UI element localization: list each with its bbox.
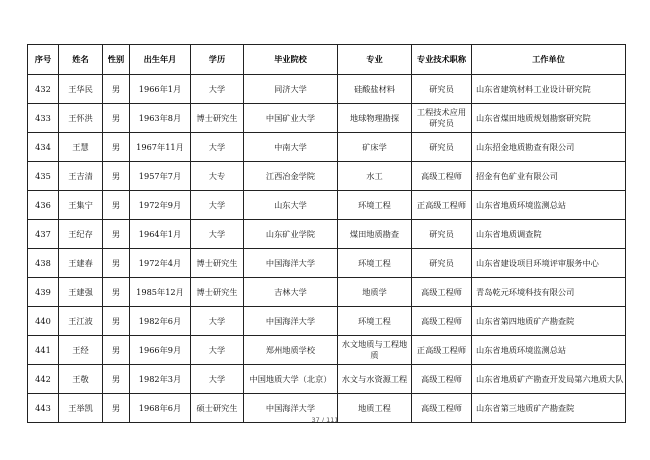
cell-gender: 男 [103,220,130,249]
cell-title: 正高级工程师 [412,191,472,220]
cell-major: 水文地质与工程地质 [338,336,412,365]
cell-name: 王江波 [59,307,103,336]
cell-school: 山东大学 [244,191,338,220]
cell-school: 中国矿业大学 [244,104,338,133]
personnel-table [27,44,626,423]
cell-major: 煤田地质勘查 [338,220,412,249]
cell-gender: 男 [103,162,130,191]
cell-index: 436 [28,191,59,220]
cell-employer: 山东省地质矿产勘查开发局第六地质大队 [472,365,626,394]
cell-education: 博士研究生 [191,278,244,307]
cell-name: 王集宁 [59,191,103,220]
cell-name: 王怀洪 [59,104,103,133]
cell-birth: 1963年8月 [130,104,191,133]
cell-title: 研究员 [412,75,472,104]
table-row [28,249,626,278]
cell-employer: 山东省第三地质矿产勘查院 [472,394,626,423]
cell-school: 郑州地质学校 [244,336,338,365]
cell-index: 441 [28,336,59,365]
cell-birth: 1966年1月 [130,75,191,104]
table-row [28,104,626,133]
cell-education: 大学 [191,133,244,162]
table-row [28,220,626,249]
cell-birth: 1966年9月 [130,336,191,365]
table-row [28,336,626,365]
cell-birth: 1972年4月 [130,249,191,278]
cell-title: 高级工程师 [412,278,472,307]
table-row [28,75,626,104]
cell-birth: 1982年6月 [130,307,191,336]
cell-birth: 1972年9月 [130,191,191,220]
cell-name: 王纪存 [59,220,103,249]
table-header-row [28,45,626,75]
cell-index: 437 [28,220,59,249]
cell-major: 环境工程 [338,191,412,220]
cell-education: 大专 [191,162,244,191]
cell-major: 环境工程 [338,249,412,278]
cell-education: 博士研究生 [191,104,244,133]
cell-major: 地球物理勘探 [338,104,412,133]
cell-school: 山东矿业学院 [244,220,338,249]
cell-title: 高级工程师 [412,307,472,336]
cell-school: 江西冶金学院 [244,162,338,191]
cell-name: 王华民 [59,75,103,104]
cell-index: 440 [28,307,59,336]
cell-employer: 山东省第四地质矿产勘查院 [472,307,626,336]
cell-gender: 男 [103,249,130,278]
cell-index: 432 [28,75,59,104]
page-number: 37 / 111 [311,416,339,424]
cell-gender: 男 [103,75,130,104]
cell-major: 硅酸盐材料 [338,75,412,104]
cell-name: 王举凯 [59,394,103,423]
cell-major: 水工 [338,162,412,191]
cell-employer: 山东省地质环境监测总站 [472,191,626,220]
cell-major: 矿床学 [338,133,412,162]
cell-employer: 招金有色矿业有限公司 [472,162,626,191]
cell-major: 环境工程 [338,307,412,336]
cell-name: 王慧 [59,133,103,162]
cell-title: 工程技术应用研究员 [412,104,472,133]
cell-index: 435 [28,162,59,191]
cell-index: 439 [28,278,59,307]
cell-employer: 山东招金地质勘查有限公司 [472,133,626,162]
cell-gender: 男 [103,365,130,394]
header-cell-index: 序号 [28,45,59,75]
cell-education: 大学 [191,191,244,220]
header-cell-title: 专业技术职称 [412,45,472,75]
cell-birth: 1985年12月 [130,278,191,307]
cell-title: 研究员 [412,220,472,249]
cell-school: 中南大学 [244,133,338,162]
cell-gender: 男 [103,104,130,133]
cell-school: 中国海洋大学 [244,249,338,278]
cell-title: 高级工程师 [412,365,472,394]
header-cell-name: 姓名 [59,45,103,75]
cell-education: 硕士研究生 [191,394,244,423]
cell-employer: 山东省建筑材料工业设计研究院 [472,75,626,104]
cell-title: 正高级工程师 [412,336,472,365]
cell-name: 王吉清 [59,162,103,191]
cell-school: 同济大学 [244,75,338,104]
cell-birth: 1982年3月 [130,365,191,394]
table-body [28,75,626,423]
cell-name: 王敬 [59,365,103,394]
header-cell-gender: 性别 [103,45,130,75]
cell-employer: 山东省地质环境监测总站 [472,336,626,365]
cell-gender: 男 [103,191,130,220]
cell-index: 442 [28,365,59,394]
cell-title: 研究员 [412,133,472,162]
cell-education: 大学 [191,220,244,249]
header-cell-employer: 工作单位 [472,45,626,75]
cell-index: 443 [28,394,59,423]
cell-gender: 男 [103,307,130,336]
header-cell-major: 专业 [338,45,412,75]
cell-title: 研究员 [412,249,472,278]
cell-birth: 1957年7月 [130,162,191,191]
cell-employer: 青岛乾元环境科技有限公司 [472,278,626,307]
cell-name: 王建春 [59,249,103,278]
cell-education: 博士研究生 [191,249,244,278]
cell-education: 大学 [191,307,244,336]
cell-school: 吉林大学 [244,278,338,307]
table-row [28,162,626,191]
cell-major: 地质工程 [338,394,412,423]
table-row [28,278,626,307]
header-cell-birth: 出生年月 [130,45,191,75]
table-row [28,191,626,220]
cell-title: 高级工程师 [412,394,472,423]
table-row [28,133,626,162]
cell-index: 434 [28,133,59,162]
cell-index: 438 [28,249,59,278]
cell-major: 水文与水资源工程 [338,365,412,394]
cell-index: 433 [28,104,59,133]
cell-birth: 1968年6月 [130,394,191,423]
cell-major: 地质学 [338,278,412,307]
cell-employer: 山东省地质调查院 [472,220,626,249]
cell-gender: 男 [103,133,130,162]
header-cell-education: 学历 [191,45,244,75]
cell-gender: 男 [103,394,130,423]
cell-title: 高级工程师 [412,162,472,191]
cell-name: 王经 [59,336,103,365]
cell-education: 大学 [191,75,244,104]
table-row [28,307,626,336]
cell-school: 中国海洋大学 [244,394,338,423]
cell-gender: 男 [103,278,130,307]
cell-employer: 山东省煤田地质规划勘察研究院 [472,104,626,133]
cell-birth: 1964年1月 [130,220,191,249]
cell-school: 中国地质大学（北京） [244,365,338,394]
cell-birth: 1967年11月 [130,133,191,162]
cell-education: 大学 [191,365,244,394]
cell-employer: 山东省建设项目环境评审服务中心 [472,249,626,278]
cell-gender: 男 [103,336,130,365]
cell-education: 大学 [191,336,244,365]
header-cell-school: 毕业院校 [244,45,338,75]
cell-name: 王建强 [59,278,103,307]
cell-school: 中国海洋大学 [244,307,338,336]
table-row [28,365,626,394]
